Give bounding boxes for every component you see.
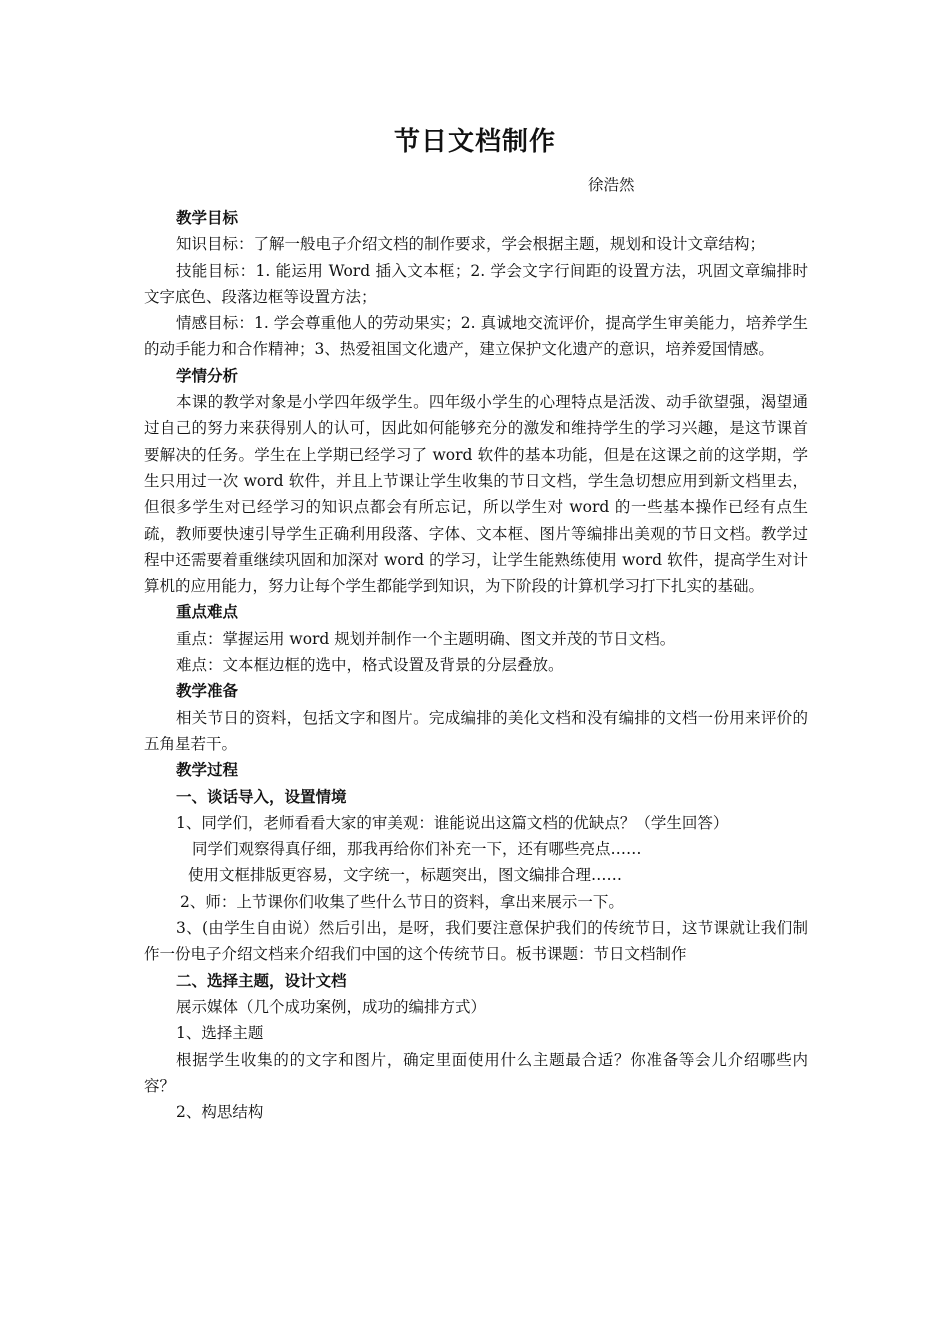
body-paragraph: 重点：掌握运用 word 规划并制作一个主题明确、图文并茂的节日文档。 <box>176 629 676 648</box>
section-heading: 一、谈话导入，设置情境 <box>176 787 347 806</box>
section-heading: 教学过程 <box>176 761 239 780</box>
body-paragraph: 根据学生收集的的文字和图片，确定里面使用什么主题最合适？你准备等会儿介绍哪些内容？ <box>144 1050 808 1095</box>
section-heading: 教学目标 <box>176 209 239 227</box>
body-paragraph: 相关节日的资料，包括文字和图片。完成编排的美化文档和没有编排的文档一份用来评价的五角星若干。 <box>144 708 808 753</box>
section-heading: 教学准备 <box>176 682 239 701</box>
body-paragraph: 展示媒体（几个成功案例，成功的编排方式） <box>176 997 487 1016</box>
body-paragraph: 难点：文本框边框的选中，格式设置及背景的分层叠放。 <box>176 656 564 675</box>
document-title: 节日文档制作 <box>393 127 556 157</box>
document-body <box>144 205 808 1125</box>
body-paragraph: 2、师：上节课你们收集了些什么节日的资料，拿出来展示一下。 <box>180 892 624 911</box>
body-paragraph: 2、构思结构 <box>176 1103 264 1122</box>
section-heading: 二、选择主题，设计文档 <box>176 971 347 990</box>
body-paragraph: 1、同学们，老师看看大家的审美观：谁能说出这篇文档的优缺点？（学生回答） <box>176 813 729 832</box>
section-heading: 学情分析 <box>176 366 239 385</box>
body-paragraph: 1、选择主题 <box>176 1024 264 1043</box>
author-name: 徐浩然 <box>588 176 635 194</box>
section-heading: 重点难点 <box>176 603 239 622</box>
body-paragraph: 3、(由学生自由说）然后引出，是呀，我们要注意保护我们的传统节日，这节课就让我们制作一份电子介绍文档来介绍我们中国的这个传统节日。板书课题：节日文档制作 <box>144 919 808 964</box>
body-paragraph: 本课的教学对象是小学四年级学生。四年级小学生的心理特点是活泼、动手欲望强，渴望通过自己的努力来获得别人的认可，因此如何能够充分的激发和维持学生的学习兴趣，是这节课首要解决的任务。学生在上学期已经学习了 word 软件的基本功能，但是在这课之前的这学期，学生只用过一次 word 软件，并且上节课让学生收集的节日文档，学生急切想应用到新文档里去，但很多学生对已经学习的知识点都会有所忘记，所以学生对 word 的一些基本操作已经有点生疏，教师要快速引导学生正确利用段落、字体、文本框、图片等编排出美观的节日文档。教学过程中还需要着重继续巩固和加深对 word 的学习，让学生能熟练使用 word 软件，提高学生对计算机的应用能力，努力让每个学生都能学到知识，为下阶段的计算机学习打下扎实的基础。 <box>144 393 808 596</box>
body-paragraph: 使用文框排版更容易，文字统一，标题突出，图文编排合理…… <box>188 866 623 885</box>
body-paragraph: 同学们观察得真仔细，那我再给你们补充一下，还有哪些亮点…… <box>192 840 642 859</box>
body-paragraph: 情感目标：1. 学会尊重他人的劳动果实；2. 真诚地交流评价，提高学生审美能力，培养学生的动手能力和合作精神；3、热爱祖国文化遗产，建立保护文化遗产的意识，培养爱国情感。 <box>144 314 808 359</box>
body-paragraph: 知识目标：了解一般电子介绍文档的制作要求，学会根据主题，规划和设计文章结构； <box>176 235 766 254</box>
body-paragraph: 技能目标：1. 能运用 Word 插入文本框；2. 学会文字行间距的设置方法，巩固文章编排时文字底色、段落边框等设置方法； <box>144 261 808 306</box>
